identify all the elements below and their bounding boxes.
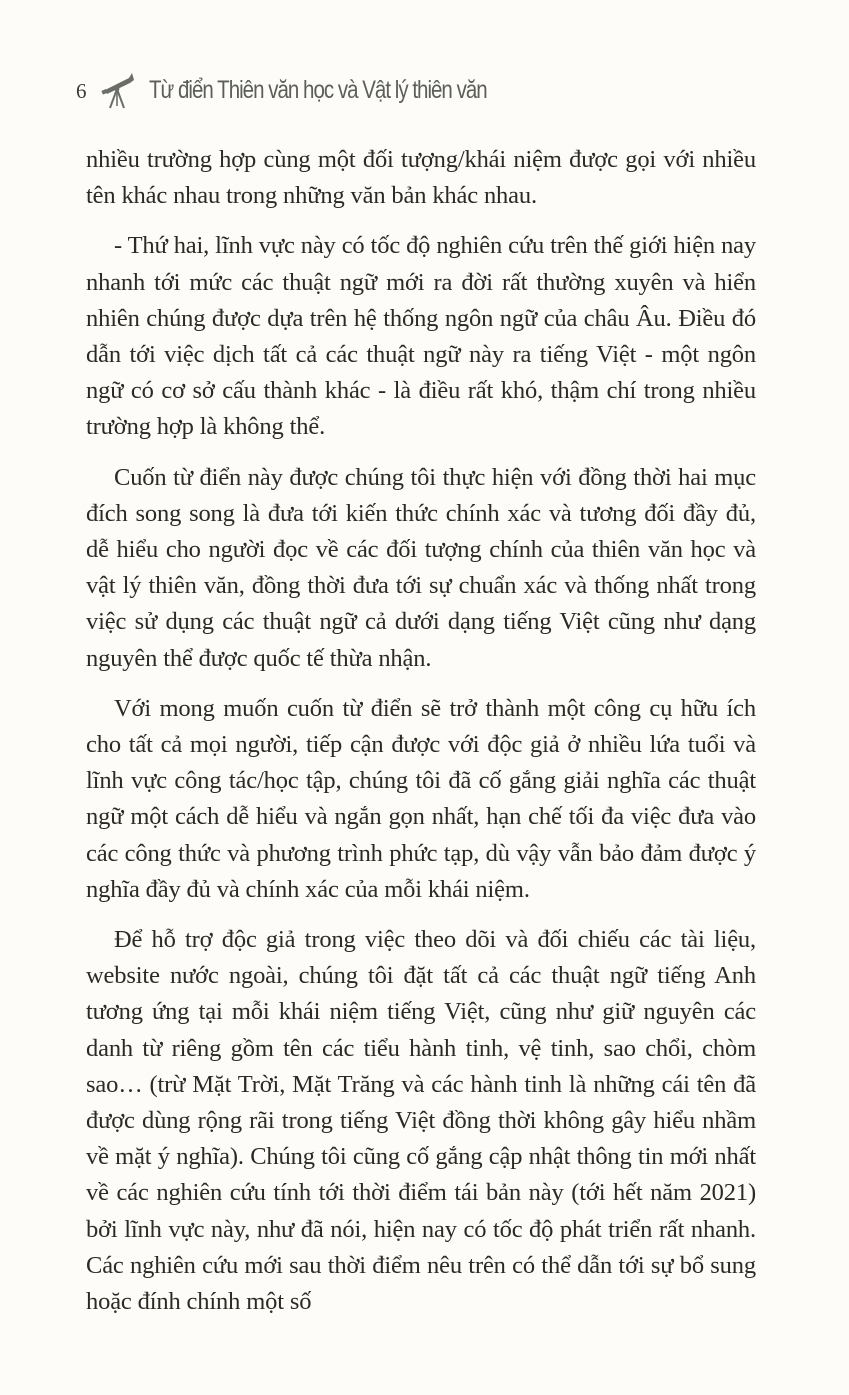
paragraph: nhiều trường hợp cùng một đối tượng/khái niệm được gọi với nhiều tên khác nhau trong những văn bản khác nhau. xyxy=(86,146,756,210)
paragraph: Cuốn từ điển này được chúng tôi thực hiện với đồng thời hai mục đích song song là đưa tới kiến thức chính xác và tương đối đầy đủ, dễ hiểu cho người đọc về các đối tượng chính của thiên văn học và vật lý thiên văn, đồng thời đưa tới sự chuẩn xác và thống nhất trong việc sử dụng các thuật ngữ cả dưới dạng tiếng Việt cũng như dạng nguyên thể được quốc tế thừa nhận. xyxy=(86,463,756,672)
page-body xyxy=(86,142,756,1334)
paragraph: Với mong muốn cuốn từ điển sẽ trở thành một công cụ hữu ích cho tất cả mọi người, tiếp cận được với độc giả ở nhiều lứa tuổi và lĩnh vực công tác/học tập, chúng tôi đã cố gắng giải nghĩa các thuật ngữ một cách dễ hiểu và ngắn gọn nhất, hạn chế tối đa việc đưa vào các công thức và phương trình phức tạp, dù vậy vẫn bảo đảm được ý nghĩa đầy đủ và chính xác của mỗi khái niệm. xyxy=(86,694,756,903)
running-title: Từ điển Thiên văn học và Vật lý thiên văn xyxy=(148,75,487,104)
paragraph: - Thứ hai, lĩnh vực này có tốc độ nghiên cứu trên thế giới hiện nay nhanh tới mức các thuật ngữ mới ra đời rất thường xuyên và hiển nhiên chúng được dựa trên hệ thống ngôn ngữ của châu Âu. Điều đó dẫn tới việc dịch tất cả các thuật ngữ này ra tiếng Việt - một ngôn ngữ có cơ sở cấu thành khác - là điều rất khó, thậm chí trong nhiều trường hợp là không thể. xyxy=(86,232,756,441)
telescope-icon xyxy=(99,70,139,110)
page-number: 6 xyxy=(76,78,87,103)
page-header xyxy=(76,68,560,112)
paragraph: Để hỗ trợ độc giả trong việc theo dõi và đối chiếu các tài liệu, website nước ngoài, chúng tôi đặt tất cả các thuật ngữ tiếng Anh tương ứng tại mỗi khái niệm tiếng Việt, cũng như giữ nguyên các danh từ riêng gồm tên các tiểu hành tinh, vệ tinh, sao chổi, chòm sao… (trừ Mặt Trời, Mặt Trăng và các hành tinh là những cái tên đã được dùng rộng rãi trong tiếng Việt đồng thời không gây hiểu nhầm về mặt ý nghĩa). Chúng tôi cũng cố gắng cập nhật thông tin mới nhất về các nghiên cứu tính tới thời điểm tái bản này (tới hết năm 2021) bởi lĩnh vực này, như đã nói, hiện nay có tốc độ phát triển rất nhanh. Các nghiên cứu mới sau thời điểm nêu trên có thể dẫn tới sự bổ sung hoặc đính chính một số xyxy=(86,926,756,1316)
